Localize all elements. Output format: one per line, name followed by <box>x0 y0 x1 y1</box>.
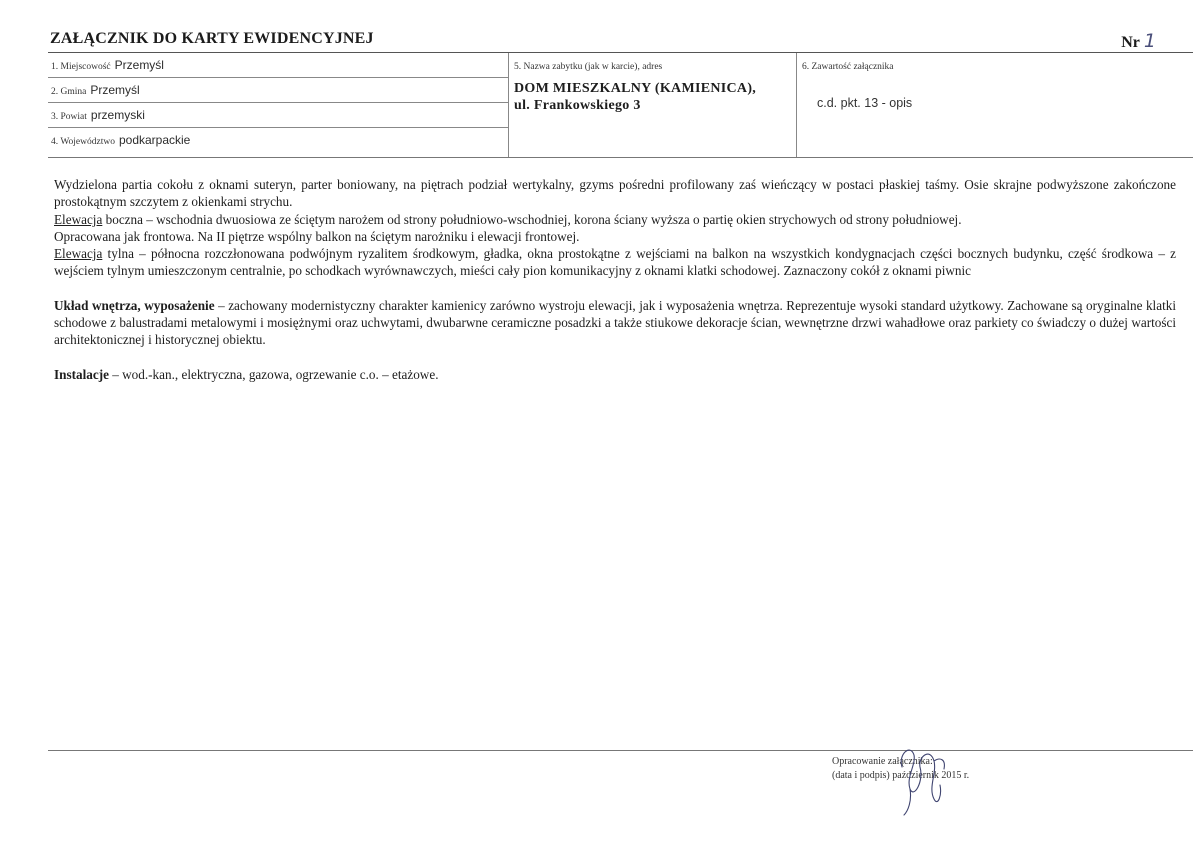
term-installations: Instalacje <box>54 366 109 382</box>
monument-address: ul. Frankowskiego 3 <box>514 98 641 113</box>
paragraph-text: – zachowany modernistyczny charakter kamienicy zarówno wystroju elewacji, jak i wyposażenia wnętrza. Reprezentuje wysoki standard użytkowy. Zachowane są oryginalne klatki schodowe z balustradami metalowymi i mosiężnymi oraz uchwytami, dwubarwne ceramiczne posadzki a także stiukowe dekoracje ścian, wewnętrzne drzwi wahadłowe oraz parkiety co świadczy o dużej wartości architektonicznej i historycznej obiektu. <box>54 297 1176 348</box>
attachment-content-column <box>796 53 1193 157</box>
field-label: 2. Gmina <box>51 87 87 97</box>
paragraph-balcony: Opracowana jak frontowa. Na II piętrze wspólny balkon na ściętym narożniku i elewacji frontowej. <box>54 228 580 244</box>
paragraph-side-elevation <box>54 211 1176 228</box>
field-locality <box>48 53 508 78</box>
field-value: przemyski <box>90 108 145 122</box>
field-label: 4. Województwo <box>51 137 115 147</box>
monument-name-line1: DOM MIESZKALNY (KAMIENICA), <box>514 81 757 96</box>
paragraph-intro: Wydzielona partia cokołu z oknami suteryn, parter boniowany, na piętrach podział wertykalny, gzyms pośredni profilowany zaś wieńczący w postaci płaskiej taśmy. Osie skrajne podwyższone zakończone prostokątnym szczytem z okienkami strychu. <box>54 177 1176 210</box>
page-title: ZAŁĄCZNIK DO KARTY EWIDENCYJNEJ <box>50 30 374 47</box>
paragraph-text: tylna – północna rozczłonowana podwójnym ryzalitem środkowym, gładka, okna prostokątne z wejściami na balkon na wszystkich kondygnacjach części bocznych budynku, część środkowa – z wejściem tylnym umieszczonym centralnie, po schodkach wyrównawczych, mieści cały pion komunikacyjny z oknami klatki schodowej. Zaznaczony cokół z oknami piwnic <box>54 246 1176 279</box>
field-voivodeship <box>48 128 508 153</box>
term-elevation: Elewacja <box>54 246 103 262</box>
attachment-content-value: c.d. pkt. 13 - opis <box>817 96 913 110</box>
nr-value: 1 <box>1143 30 1156 52</box>
monument-label: 5. Nazwa zabytku (jak w karcie), adres <box>514 62 663 72</box>
term-elevation: Elewacja <box>54 211 103 227</box>
field-district <box>48 103 508 128</box>
nr-label: Nr <box>1121 34 1140 51</box>
handwritten-signature-icon <box>880 737 960 817</box>
term-interior: Układ wnętrza, wyposażenie <box>54 297 215 313</box>
paragraph-text: – wod.-kan., elektryczna, gazowa, ogrzewanie c.o. – etażowe. <box>108 366 439 382</box>
paragraph-text: boczna – wschodnia dwuosiowa ze ściętym narożem od strony południowo-wschodniej, korona ściany wyższa o partię okien strychowych od strony południowej. <box>102 211 962 227</box>
footer-divider <box>48 750 1193 751</box>
header-table <box>48 52 1193 158</box>
footer-line-2: (data i podpis) październik 2015 r. <box>832 770 970 781</box>
monument-name <box>514 80 794 114</box>
paragraph-rear-elevation <box>54 245 1176 280</box>
field-label: 3. Powiat <box>51 112 87 122</box>
paragraph-installations <box>54 366 1176 383</box>
field-value: Przemyśl <box>114 58 164 72</box>
attachment-content-label: 6. Zawartość załącznika <box>802 62 894 72</box>
field-value: Przemyśl <box>90 83 140 97</box>
location-column <box>48 53 508 157</box>
attachment-number <box>1121 30 1156 52</box>
field-label: 1. Miejscowość <box>51 62 111 72</box>
field-value: podkarpackie <box>118 133 191 147</box>
monument-column <box>508 53 797 157</box>
paragraph-interior <box>54 297 1176 349</box>
description-body <box>54 176 1176 383</box>
footer-line-1: Opracowanie załącznika: <box>832 756 933 767</box>
field-commune <box>48 78 508 103</box>
